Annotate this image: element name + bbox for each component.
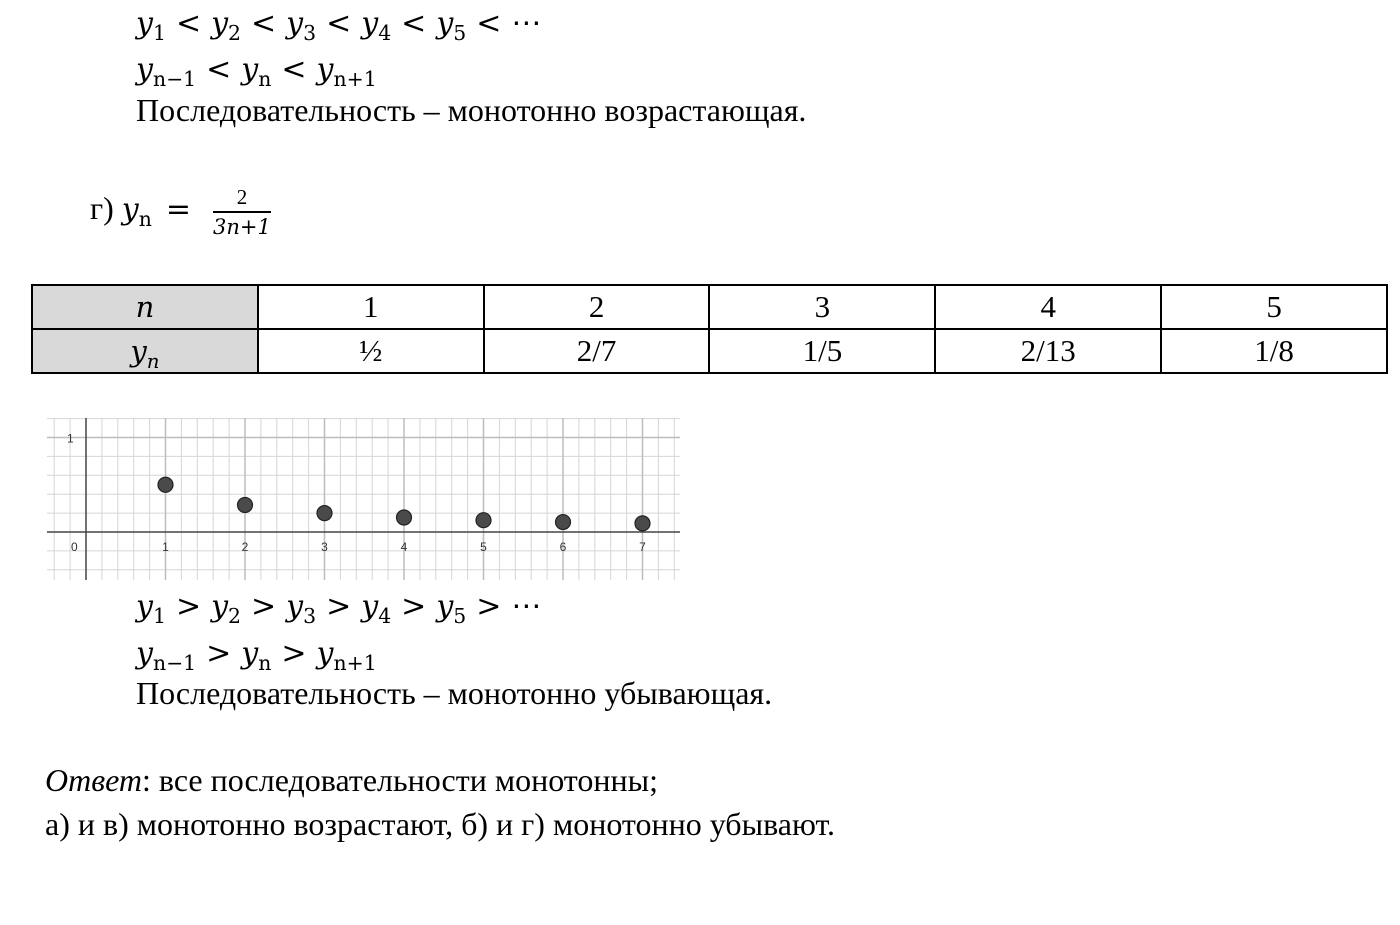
data-point xyxy=(158,477,173,492)
bottom-relation-chain: $y_1 > y_2 > y_3 > y_4 > y_5$ > ⋯ xyxy=(136,589,542,629)
table-cell: 5 xyxy=(1161,285,1387,329)
top-relation-chain: $y_1 < y_2 < y_3 < y_4 < y_5$ < ⋯ xyxy=(136,6,542,46)
table-cell: 1/5 xyxy=(709,329,935,373)
data-point xyxy=(556,515,571,530)
data-point xyxy=(397,510,412,525)
part-g-label: г) xyxy=(90,190,114,226)
x-tick-label: 7 xyxy=(639,540,646,554)
bottom-general-relation: $y_{n-1} > y_n > y_{n+1}$ xyxy=(136,636,377,676)
table-cell: 4 xyxy=(935,285,1161,329)
table-header-n: n xyxy=(32,285,258,329)
top-conclusion: Последовательность – монотонно возрастающая. xyxy=(136,92,807,128)
table-header-yn: $y_n$ xyxy=(32,329,258,373)
data-point xyxy=(635,516,650,531)
data-point xyxy=(238,498,253,513)
origin-label: 0 xyxy=(71,540,78,554)
table-row-n xyxy=(32,285,1387,329)
data-point xyxy=(476,513,491,528)
table-cell: 2/7 xyxy=(484,329,710,373)
table-cell: 1/8 xyxy=(1161,329,1387,373)
x-tick-label: 5 xyxy=(480,540,487,554)
fraction: $\frac{2}{3n+1}$ xyxy=(213,184,271,239)
x-tick-label: 1 xyxy=(162,540,169,554)
answer-line-2: а) и в) монотонно возрастают, б) и г) монотонно убывают. xyxy=(45,806,836,842)
x-tick-label: 6 xyxy=(559,540,567,554)
part-g-formula: г) $y_n$ = $\frac{2}{3n+1}$ xyxy=(90,184,271,239)
answer-label: Ответ xyxy=(45,762,142,798)
answer-line-1: Ответ: все последовательности монотонны; xyxy=(45,762,658,798)
sequence-scatter-plot xyxy=(47,418,680,580)
y-tick-label: 1 xyxy=(67,431,74,446)
table-row-yn xyxy=(32,329,1387,373)
table-cell: 3 xyxy=(709,285,935,329)
table-cell: 2 xyxy=(484,285,710,329)
table-cell: 2/13 xyxy=(935,329,1161,373)
x-tick-label: 4 xyxy=(400,540,408,554)
top-general-relation: $y_{n-1} < y_n < y_{n+1}$ xyxy=(136,52,377,92)
table-cell: 1 xyxy=(258,285,484,329)
data-point xyxy=(317,506,332,521)
table-cell: ½ xyxy=(258,329,484,373)
values-table xyxy=(31,284,1388,374)
x-tick-label: 3 xyxy=(321,540,328,554)
x-tick-label: 2 xyxy=(241,540,249,554)
bottom-conclusion: Последовательность – монотонно убывающая. xyxy=(136,675,773,711)
